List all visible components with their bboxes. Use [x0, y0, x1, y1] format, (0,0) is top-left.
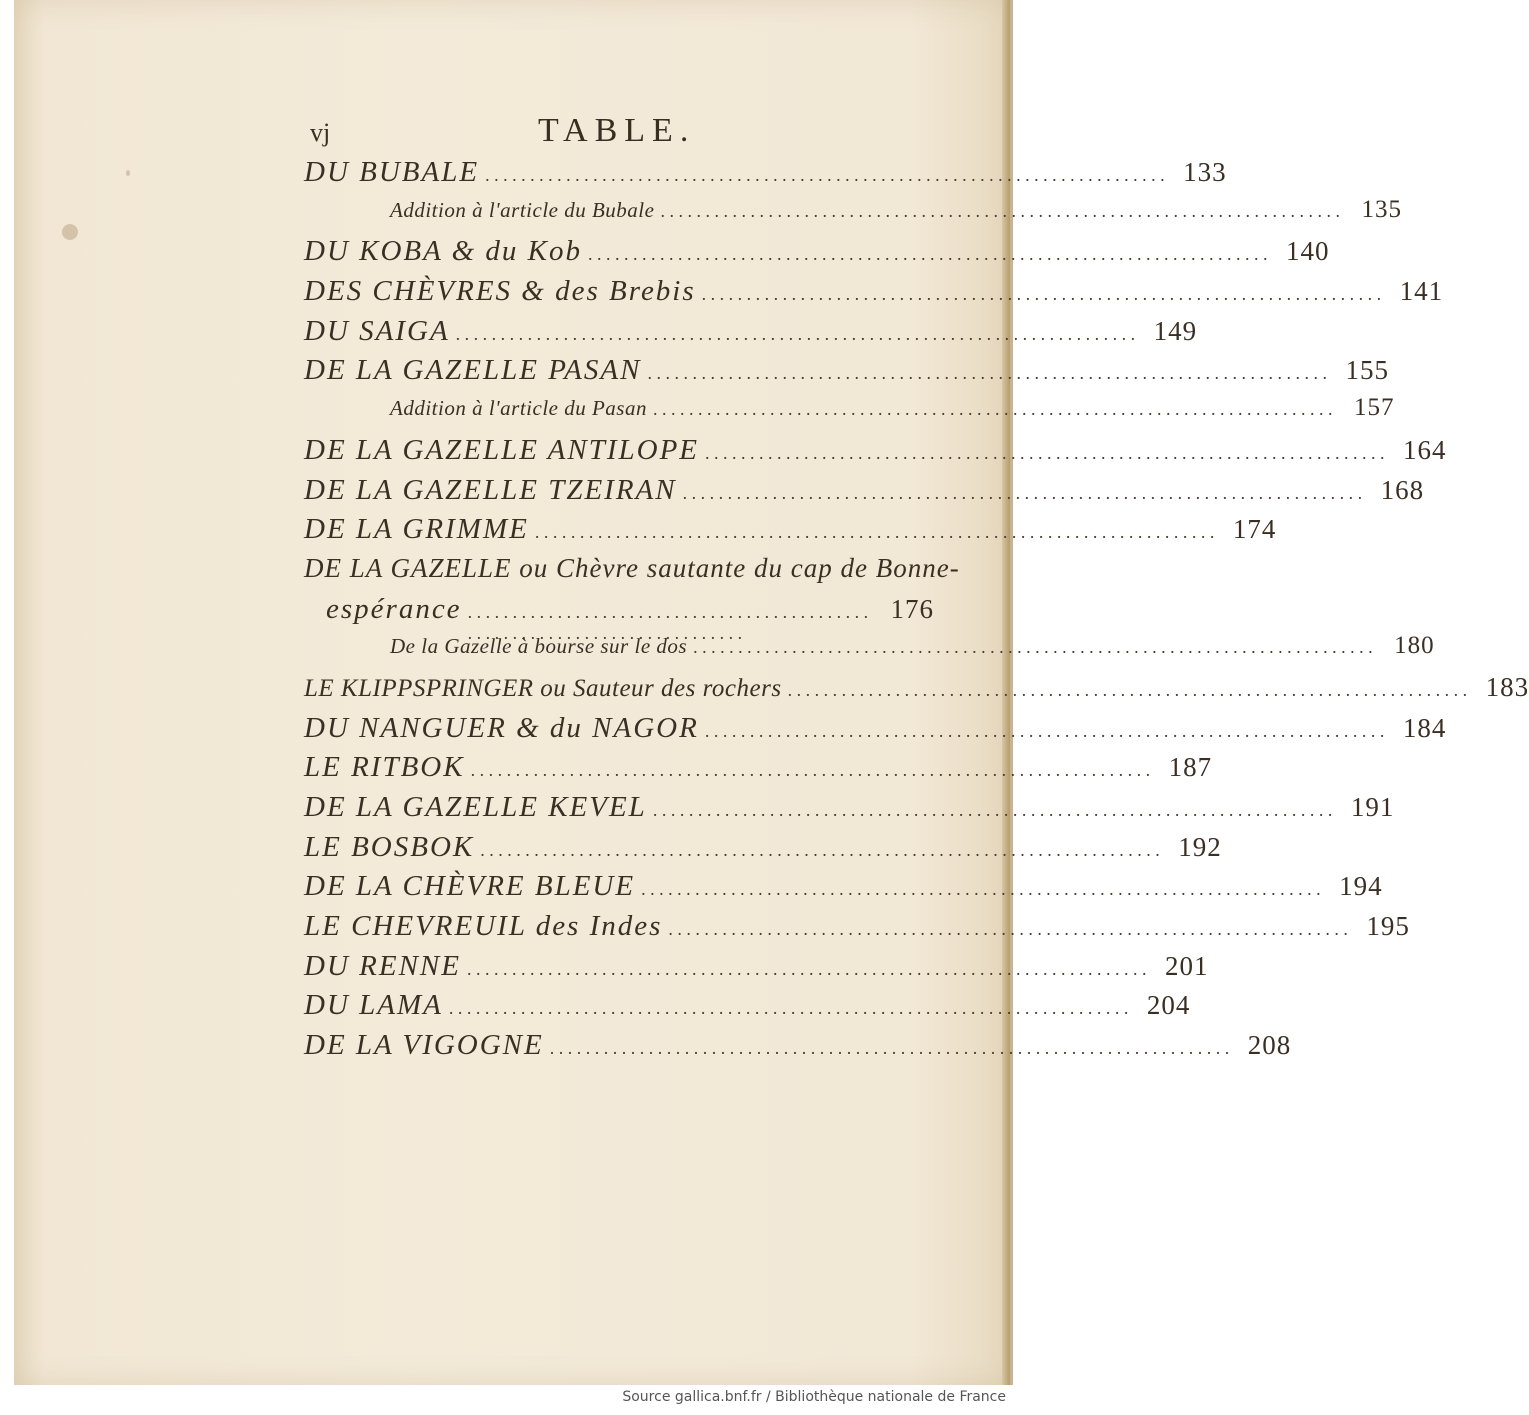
dot-leader: [588, 244, 1268, 265]
toc-entry-label: DE LA CHÈVRE BLEUE: [304, 870, 636, 903]
dot-leader: [467, 959, 1147, 980]
source-credit: Source gallica.bnf.fr / Bibliothèque nationale de France: [622, 1389, 1006, 1405]
toc-entry-label-line1: DE LA GAZELLE ou Chèvre sautante du cap de Bonne-: [304, 552, 960, 583]
dot-leader: [702, 284, 1382, 305]
toc-entry-label: DES CHÈVRES & des Brebis: [304, 275, 696, 308]
dot-leader: [641, 879, 1321, 900]
dot-leader: [705, 443, 1385, 464]
toc-entry-page: 176: [890, 593, 934, 624]
toc-entry-label: DE LA GAZELLE TZEIRAN: [304, 473, 677, 506]
toc-entry-page: 135: [1361, 195, 1402, 223]
dot-leader: [693, 637, 1373, 658]
toc-entry: [304, 513, 1277, 553]
dot-leader: [480, 840, 1160, 861]
toc-entry: [304, 910, 1410, 950]
toc-entry: [304, 751, 1213, 791]
dot-leader: [653, 399, 1333, 420]
toc-entry-page: 140: [1285, 236, 1330, 267]
toc-entry-page: 174: [1232, 514, 1277, 545]
toc-entry: [304, 275, 1444, 315]
toc-entry-page: 141: [1399, 276, 1444, 307]
toc-entry: [304, 433, 1447, 474]
toc-subentry: [304, 195, 1402, 236]
toc-entry: [304, 1029, 1292, 1069]
toc-entry-label: DU SAIGA: [304, 314, 450, 347]
table-of-contents: [304, 156, 1529, 1069]
toc-entry-wrapped: [304, 552, 960, 632]
toc-entry-label: LE RITBOK: [304, 751, 465, 784]
toc-entry: [304, 711, 1447, 752]
dot-leader: [647, 363, 1327, 384]
toc-entry-label: De la Gazelle à bourse sur le dos: [390, 634, 688, 659]
foxing-spot: [62, 224, 78, 240]
dot-leader: [683, 483, 1363, 504]
toc-entry-page: 164: [1403, 434, 1447, 465]
toc-entry: [304, 314, 1198, 355]
toc-entry-page: 180: [1394, 632, 1435, 660]
toc-entry-page: 184: [1402, 712, 1447, 743]
toc-entry-page: 133: [1183, 157, 1227, 187]
toc-entry-page: 204: [1146, 990, 1191, 1021]
toc-subentry: [304, 394, 1395, 434]
toc-entry-page: 187: [1168, 752, 1213, 783]
toc-entry-label: DU KOBA & du Kob: [304, 235, 582, 268]
toc-entry-continuation: [304, 593, 934, 633]
toc-entry: [304, 791, 1395, 831]
toc-entry: [304, 473, 1425, 514]
toc-entry-page: 191: [1350, 792, 1395, 822]
toc-entry: [304, 156, 1227, 196]
toc-entry-page: 192: [1178, 831, 1222, 862]
toc-entry: [304, 354, 1389, 394]
dot-leader: [535, 522, 1215, 543]
toc-entry-label: DU NANGUER & du NAGOR: [304, 711, 699, 744]
toc-entry-page: 168: [1380, 474, 1425, 505]
toc-entry-label: DE LA GRIMME: [304, 513, 529, 546]
toc-entry-page: 157: [1353, 394, 1395, 422]
folio-number: vj: [310, 118, 331, 147]
toc-entry-page: 194: [1339, 871, 1383, 902]
book-page: [14, 0, 1529, 1385]
toc-entry-label: DU LAMA: [304, 989, 443, 1022]
toc-entry-label: DE LA GAZELLE KEVEL: [304, 791, 647, 823]
toc-entry-label: DE LA GAZELLE ANTILOPE: [304, 433, 700, 466]
toc-entry-page: 208: [1247, 1030, 1292, 1061]
dot-leader: [788, 680, 1468, 701]
toc-entry-label: DE LA GAZELLE PASAN: [304, 354, 642, 387]
toc-entry-label: DU BUBALE: [304, 156, 480, 188]
toc-subentry: [304, 632, 1435, 672]
page-title: TABLE.: [538, 112, 696, 149]
dot-leader: [485, 165, 1165, 186]
dot-leader: [653, 800, 1333, 821]
toc-entry: [304, 830, 1222, 871]
page-header: [14, 112, 1010, 152]
dot-leader: [668, 919, 1348, 940]
toc-entry: [304, 870, 1383, 910]
toc-entry-page: 155: [1345, 355, 1389, 386]
toc-entry-label: LE CHEVREUIL des Indes: [304, 910, 663, 943]
toc-entry: [304, 989, 1191, 1029]
toc-entry-label: LE BOSBOK: [304, 830, 475, 863]
toc-entry-label-line2: espérance: [326, 592, 462, 625]
toc-entry-page: 195: [1366, 911, 1410, 942]
toc-entry-page: 149: [1153, 315, 1198, 346]
toc-entry: [304, 671, 1529, 712]
toc-entry-label: DU RENNE: [304, 949, 461, 982]
dot-leader: [456, 324, 1136, 345]
dot-leader: [660, 201, 1340, 222]
toc-entry-label: Addition à l'article du Bubale: [390, 197, 655, 222]
toc-entry-page: 201: [1164, 950, 1209, 981]
dot-leader: [449, 998, 1129, 1019]
dot-leader: [550, 1038, 1230, 1059]
toc-entry: [304, 235, 1330, 275]
toc-entry-label: Addition à l'article du Pasan: [390, 396, 647, 421]
toc-entry-page: 183: [1485, 671, 1529, 702]
foxing-spot: [126, 170, 130, 176]
dot-leader: [705, 721, 1385, 742]
dot-leader: [471, 760, 1151, 781]
toc-entry: [304, 949, 1209, 990]
toc-entry-label: LE KLIPPSPRINGER ou Sauteur des rochers: [304, 674, 782, 702]
toc-entry-label: DE LA VIGOGNE: [304, 1029, 544, 1062]
